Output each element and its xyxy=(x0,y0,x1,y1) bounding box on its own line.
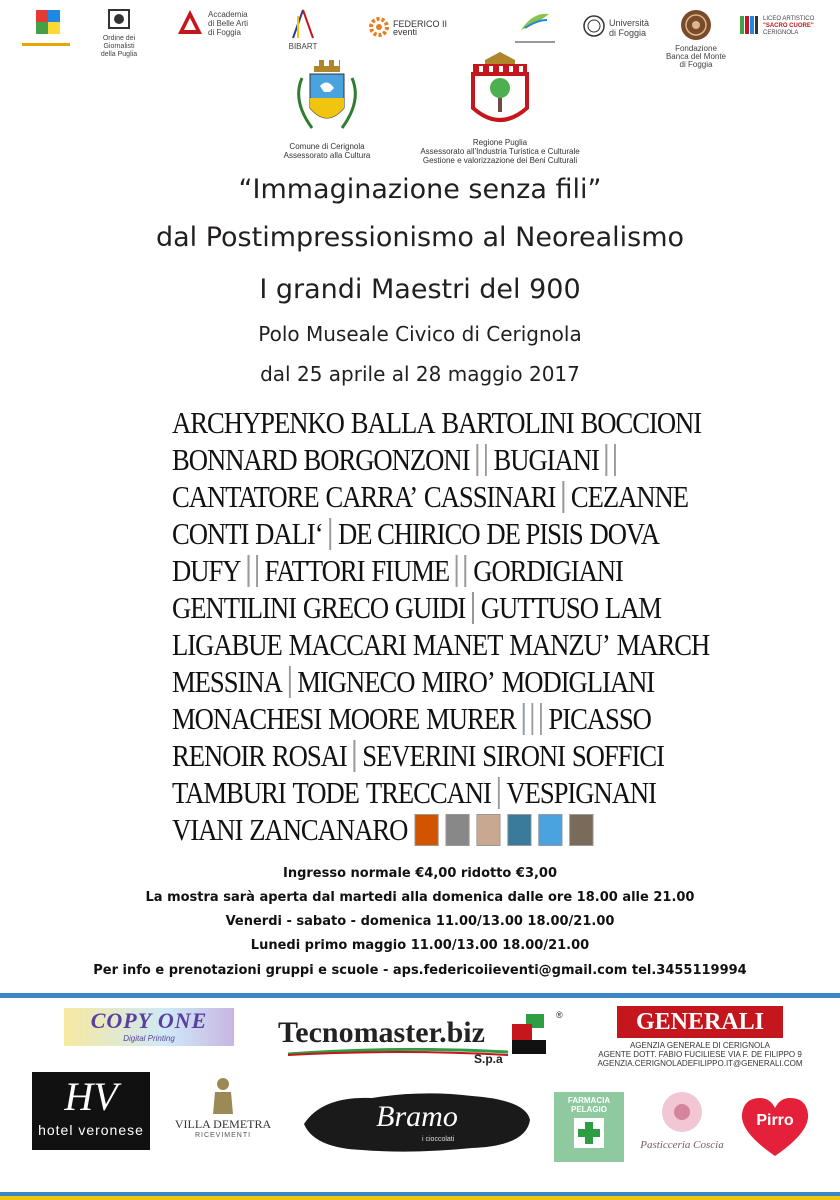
artwork-thumbnail xyxy=(614,444,616,476)
pasticceria-flower-icon xyxy=(657,1090,707,1134)
artist-name: GENTILINI xyxy=(172,590,296,625)
ordine-giornalisti-icon xyxy=(104,8,134,32)
artwork-thumbnail xyxy=(247,555,249,587)
artist-row xyxy=(172,552,623,589)
artist-name: CASSINARI xyxy=(423,479,556,514)
logo-accademia: Accademia di Belle Arti di Foggia xyxy=(176,8,258,68)
artist-row xyxy=(172,441,600,478)
artist-name: DUFY xyxy=(172,553,241,588)
liceo-book-icon xyxy=(738,14,760,36)
divider-stripe-top xyxy=(0,993,840,998)
artist-name: MANZU’ xyxy=(509,627,610,662)
sponsor-generali: GENERALI AGENZIA GENERALE DI CERIGNOLA AGENTE DOTT. FABIO FUCILIESE VIA F. DE FILIPPO 9 AGENZIA.CERIGNOLADEFILIPPO.IT@GENERALI.COM xyxy=(590,1006,810,1076)
artist-name: GRECO xyxy=(302,590,389,625)
artist-row xyxy=(172,811,600,848)
artwork-thumbnail xyxy=(456,555,458,587)
artist-name: LIGABUE xyxy=(172,627,282,662)
sponsor-tecnomaster: Tecnomaster.biz S.p.a ® xyxy=(278,1010,563,1066)
artist-row xyxy=(172,663,655,700)
artist-name: VESPIGNANI xyxy=(506,775,657,810)
artist-name: GUTTUSO xyxy=(480,590,598,625)
artist-name: MIGNECO xyxy=(297,664,415,699)
sponsor-farmacia-pelagio: FARMACIA PELAGIO xyxy=(554,1092,624,1162)
artwork-thumbnail xyxy=(354,740,356,772)
artist-row xyxy=(172,774,657,811)
artist-name: MONACHESI xyxy=(172,701,322,736)
logo-universita: Università di Foggia xyxy=(582,8,664,68)
artist-name: SIRONI xyxy=(482,738,565,773)
artwork-thumbnail xyxy=(445,814,469,846)
associazione-icon xyxy=(28,8,68,38)
artist-name: MARCH xyxy=(616,627,710,662)
logo-fondazione: Fondazione Banca del Monte di Foggia xyxy=(664,8,728,80)
artist-name: MESSINA xyxy=(172,664,282,699)
contact-info: Per info e prenotazioni gruppi e scuole - aps.federicoiieventi@gmail.com tel.3455119994 xyxy=(93,963,747,978)
sponsor-copyone: COPY ONE Digital Printing xyxy=(64,1008,234,1046)
artist-name: BUGIANI xyxy=(493,442,599,477)
artist-name: MACCARI xyxy=(288,627,406,662)
artist-name: GUIDI xyxy=(394,590,466,625)
artist-name: CEZANNE xyxy=(570,479,689,514)
exhibition-dates: dal 25 aprile al 28 maggio 2017 xyxy=(260,362,580,386)
artist-name: DOVA xyxy=(589,516,659,551)
cerignola-coat-of-arms-icon xyxy=(292,56,362,138)
artist-name: BARTOLINI xyxy=(441,405,574,440)
artist-row xyxy=(172,404,702,441)
villa-statue-icon xyxy=(203,1076,243,1116)
tecnomaster-blocks-icon xyxy=(510,1014,552,1056)
artist-name: FATTORI xyxy=(264,553,365,588)
artist-name: MANET xyxy=(412,627,503,662)
crest-cerignola: Comune di Cerignola Assessorato alla Cultura xyxy=(272,56,382,160)
artist-row xyxy=(172,589,661,626)
artwork-thumbnail xyxy=(538,814,562,846)
artist-name: MOORE xyxy=(328,701,420,736)
artist-name: BOCCIONI xyxy=(580,405,702,440)
sponsor-bramo: Bramo i cioccolati xyxy=(302,1090,532,1160)
artwork-thumbnail xyxy=(540,703,542,735)
artist-name: DE CHIRICO xyxy=(338,516,480,551)
fondazione-seal-icon xyxy=(679,8,713,42)
artist-name: CARRA’ xyxy=(325,479,418,514)
accademia-icon xyxy=(176,8,204,36)
artwork-thumbnail xyxy=(606,444,608,476)
logo-federico: FEDERICO II eventi xyxy=(368,8,456,68)
artwork-thumbnail xyxy=(498,777,500,809)
artwork-thumbnail xyxy=(562,481,564,513)
artist-row xyxy=(172,737,664,774)
artist-name: TODE xyxy=(292,775,359,810)
artwork-thumbnail xyxy=(507,814,531,846)
artist-name: MURER xyxy=(426,701,516,736)
artwork-thumbnail xyxy=(476,444,478,476)
artist-row xyxy=(172,700,651,737)
artwork-thumbnail xyxy=(531,703,533,735)
artist-name: MIRO’ xyxy=(421,664,495,699)
artist-row xyxy=(172,626,710,663)
sponsor-villa-demetra: VILLA DEMETRA RICEVIMENTI xyxy=(166,1076,280,1146)
artist-name: CANTATORE xyxy=(172,479,319,514)
artwork-thumbnail xyxy=(523,703,525,735)
artwork-thumbnail xyxy=(329,518,331,550)
logo-ordine-giornalisti: Ordine dei Giornalisti della Puglia xyxy=(88,8,150,68)
sponsor-pasticceria: Pasticceria Coscia xyxy=(636,1090,728,1160)
artist-name: MODIGLIANI xyxy=(501,664,655,699)
sponsor-pirro: Pirro xyxy=(738,1096,812,1158)
artist-name: SEVERINI xyxy=(362,738,476,773)
artist-row xyxy=(172,478,689,515)
artist-row xyxy=(172,515,659,552)
artist-name: DE PISIS xyxy=(486,516,583,551)
bibart-icon xyxy=(287,8,319,40)
artist-name: PICASSO xyxy=(548,701,651,736)
artist-name: BALLA xyxy=(350,405,435,440)
artist-name: TAMBURI xyxy=(172,775,286,810)
artwork-thumbnail xyxy=(485,444,487,476)
title-line-2: dal Postimpressionismo al Neorealismo xyxy=(155,222,685,253)
artwork-thumbnail xyxy=(465,555,467,587)
weekend-hours: Venerdi - sabato - domenica 11.00/13.00 18.00/21.00 xyxy=(225,914,615,929)
artwork-thumbnail xyxy=(569,814,593,846)
artist-name: RENOIR xyxy=(172,738,266,773)
opening-hours: La mostra sarà aperta dal martedi alla domenica dalle ore 18.00 alle 21.00 xyxy=(145,890,695,905)
sponsor-hotel-veronese: HV hotel veronese xyxy=(32,1072,150,1150)
puglia-coat-of-arms-icon xyxy=(465,50,535,134)
gear-icon xyxy=(368,16,390,38)
artist-name: GORDIGIANI xyxy=(473,553,623,588)
artwork-thumbnail xyxy=(472,592,474,624)
artist-name: ARCHYPENKO xyxy=(172,405,344,440)
title-line-3: I grandi Maestri del 900 xyxy=(259,274,581,305)
artist-name: BORGONZONI xyxy=(303,442,470,477)
artwork-thumbnail xyxy=(414,814,438,846)
artist-name: TRECCANI xyxy=(365,775,491,810)
may-first-hours: Lunedi primo maggio 11.00/13.00 18.00/21.00 xyxy=(250,938,590,953)
divider-stripe-bottom-yellow xyxy=(0,1196,840,1200)
pharmacy-cross-icon xyxy=(574,1118,604,1148)
artist-name: VIANI xyxy=(172,812,243,847)
artist-name: ROSAI xyxy=(271,738,347,773)
artist-name: FIUME xyxy=(371,553,450,588)
artist-name: ZANCANARO xyxy=(249,812,408,847)
ticket-prices: Ingresso normale €4,00 ridotto €3,00 xyxy=(282,866,558,881)
artist-name: CONTI xyxy=(172,516,249,551)
artist-name: SOFFICI xyxy=(571,738,664,773)
artist-name: BONNARD xyxy=(172,442,297,477)
artist-name: LAM xyxy=(604,590,661,625)
logo-bibart: BIBART xyxy=(282,8,324,68)
logo-associazione xyxy=(22,8,74,68)
artwork-thumbnail xyxy=(289,666,291,698)
artwork-thumbnail xyxy=(256,555,258,587)
university-seal-icon xyxy=(582,14,606,38)
crest-puglia: Regione Puglia Assessorato all'Industria Turistica e Culturale Gestione e valorizzazione dei Beni Culturali xyxy=(400,50,600,165)
venue: Polo Museale Civico di Cerignola xyxy=(258,322,582,346)
artist-name: DALI‘ xyxy=(255,516,323,551)
artwork-thumbnail xyxy=(476,814,500,846)
arte-icon xyxy=(515,8,555,36)
title-line-1: “Immaginazione senza fili” xyxy=(238,174,602,205)
artist-list xyxy=(172,404,710,848)
logo-liceo: LICEO ARTISTICO "SACRO CUORE" CERIGNOLA xyxy=(738,8,830,68)
